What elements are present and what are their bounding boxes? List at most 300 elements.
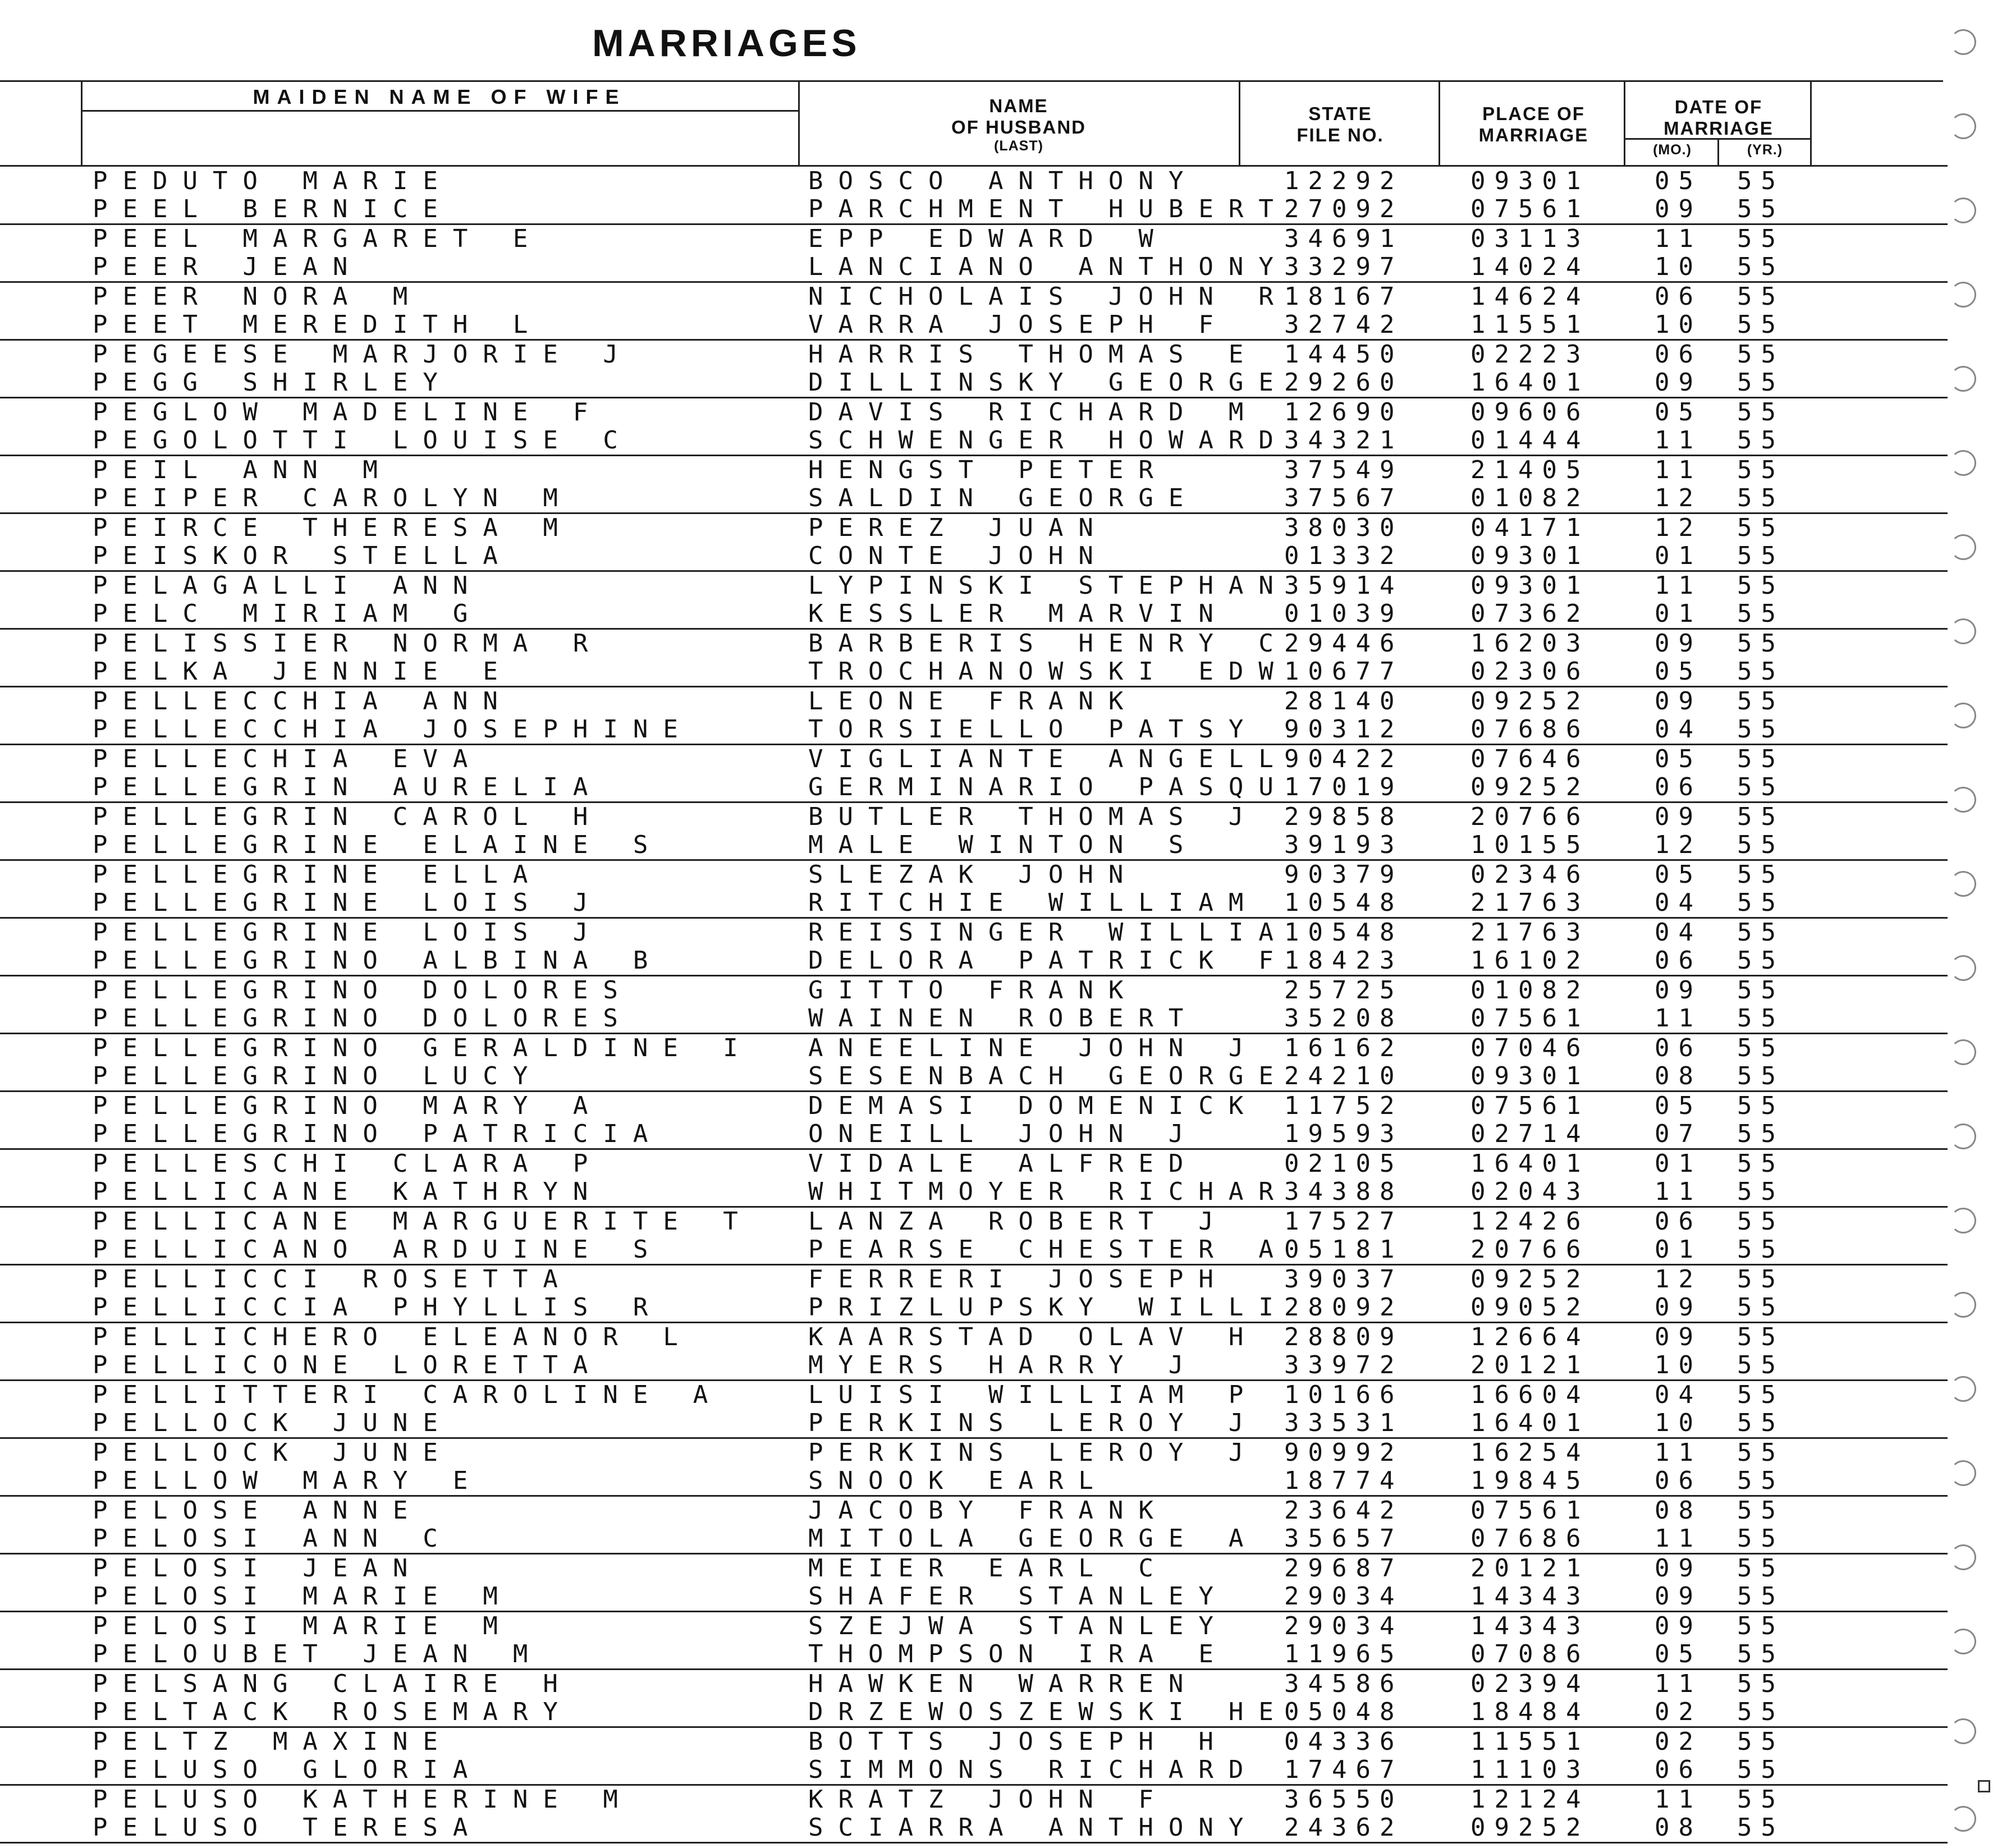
cell-mo: 05 (1655, 657, 1702, 686)
cell-husband: LYPINSKI STEPHAN (808, 571, 1289, 600)
table-row (0, 1698, 1948, 1726)
cell-yr: 55 (1737, 1409, 1785, 1437)
cell-file: 02105 (1284, 1149, 1404, 1178)
record-group (0, 1439, 1948, 1497)
cell-mo: 12 (1655, 831, 1702, 859)
cell-mo: 09 (1655, 368, 1702, 397)
header-divider (81, 82, 83, 165)
table-row (0, 1208, 1948, 1236)
cell-place: 02346 (1470, 860, 1590, 889)
binder-hole-icon (1950, 1544, 1976, 1570)
record-group (0, 1670, 1948, 1728)
cell-mo: 12 (1655, 1265, 1702, 1294)
cell-husband: DEMASI DOMENICK (808, 1092, 1259, 1120)
cell-mo: 09 (1655, 1554, 1702, 1583)
table-row (0, 803, 1948, 831)
cell-mo: 08 (1655, 1813, 1702, 1842)
cell-file: 37549 (1284, 456, 1404, 484)
cell-mo: 06 (1655, 1466, 1702, 1495)
cell-mo: 11 (1655, 426, 1702, 455)
cell-yr: 55 (1737, 1612, 1785, 1640)
cell-yr: 55 (1737, 456, 1785, 484)
record-group (0, 1728, 1948, 1786)
cell-place: 20121 (1470, 1351, 1590, 1379)
cell-husband: PEREZ JUAN (808, 513, 1108, 542)
cell-yr: 55 (1737, 860, 1785, 889)
table-row (0, 1497, 1948, 1525)
binder-hole-icon (1950, 1292, 1976, 1318)
cell-wife: PELOSI MARIE M (93, 1612, 513, 1640)
cell-yr: 55 (1737, 195, 1785, 223)
cell-wife: PELLEGRIN CAROL H (93, 803, 603, 831)
cell-file: 24362 (1284, 1813, 1404, 1842)
cell-file: 35657 (1284, 1524, 1404, 1553)
cell-place: 20766 (1470, 803, 1590, 831)
cell-mo: 11 (1655, 571, 1702, 600)
table-row (0, 341, 1948, 369)
cell-place: 11551 (1470, 1727, 1590, 1756)
cell-wife: PELLICHERO ELEANOR L (93, 1323, 693, 1351)
cell-mo: 11 (1655, 1177, 1702, 1206)
binder-hole-icon (1950, 618, 1976, 644)
cell-wife: PEGG SHIRLEY (93, 368, 453, 397)
record-group (0, 1554, 1948, 1612)
cell-place: 07561 (1470, 195, 1590, 223)
cell-place: 16254 (1470, 1438, 1590, 1467)
cell-wife: PEET MEREDITH L (93, 310, 543, 339)
cell-place: 09301 (1470, 542, 1590, 570)
record-group (0, 1323, 1948, 1381)
cell-mo: 01 (1655, 599, 1702, 628)
cell-yr: 55 (1737, 1785, 1785, 1814)
table-row (0, 311, 1948, 339)
cell-wife: PELLITTERI CAROLINE A (93, 1381, 723, 1409)
cell-yr: 55 (1737, 1438, 1785, 1467)
cell-file: 33531 (1284, 1409, 1404, 1437)
cell-place: 18484 (1470, 1698, 1590, 1726)
cell-yr: 55 (1737, 1034, 1785, 1062)
record-group (0, 1265, 1948, 1323)
table-row (0, 1612, 1948, 1640)
table-row (0, 283, 1948, 311)
cell-yr: 55 (1737, 1813, 1785, 1842)
table-row (0, 1467, 1948, 1495)
cell-yr: 55 (1737, 629, 1785, 658)
cell-mo: 05 (1655, 398, 1702, 427)
cell-husband: REISINGER WILLIA (808, 918, 1289, 947)
cell-place: 20766 (1470, 1235, 1590, 1264)
cell-yr: 55 (1737, 1524, 1785, 1553)
cell-husband: BARBERIS HENRY C (808, 629, 1289, 658)
cell-place: 07646 (1470, 745, 1590, 773)
table-row (0, 1728, 1948, 1756)
table-row (0, 1409, 1948, 1437)
record-group (0, 1612, 1948, 1670)
binder-hole-icon (1950, 113, 1976, 139)
cell-place: 07561 (1470, 1496, 1590, 1525)
cell-place: 16401 (1470, 1149, 1590, 1178)
cell-file: 04336 (1284, 1727, 1404, 1756)
table-row (0, 1005, 1948, 1033)
cell-husband: GITTO FRANK (808, 976, 1139, 1005)
cell-place: 12124 (1470, 1785, 1590, 1814)
cell-mo: 06 (1655, 1034, 1702, 1062)
table-row (0, 1439, 1948, 1467)
cell-wife: PEEL MARGARET E (93, 224, 543, 253)
table-row (0, 1525, 1948, 1553)
cell-wife: PELLEGRINO LUCY (93, 1062, 543, 1090)
cell-wife: PELLOCK JUNE (93, 1438, 453, 1467)
cell-wife: PELC MIRIAM G (93, 599, 483, 628)
cell-yr: 55 (1737, 918, 1785, 947)
cell-file: 17019 (1284, 773, 1404, 801)
cell-place: 03113 (1470, 224, 1590, 253)
cell-mo: 09 (1655, 1293, 1702, 1322)
cell-husband: SIMMONS RICHARD (808, 1755, 1259, 1784)
cell-yr: 55 (1737, 1062, 1785, 1090)
cell-wife: PELOSI ANN C (93, 1524, 453, 1553)
cell-place: 14024 (1470, 253, 1590, 281)
cell-file: 33297 (1284, 253, 1404, 281)
cell-mo: 06 (1655, 1755, 1702, 1784)
cell-wife: PEIRCE THERESA M (93, 513, 573, 542)
cell-husband: LANZA ROBERT J (808, 1207, 1229, 1236)
cell-place: 09301 (1470, 571, 1590, 600)
cell-wife: PELISSIER NORMA R (93, 629, 603, 658)
cell-wife: PELKA JENNIE E (93, 657, 513, 686)
cell-wife: PEIL ANN M (93, 456, 393, 484)
cell-file: 10166 (1284, 1381, 1404, 1409)
cell-wife: PELSANG CLAIRE H (93, 1670, 573, 1698)
cell-mo: 10 (1655, 310, 1702, 339)
cell-wife: PELUSO GLORIA (93, 1755, 483, 1784)
cell-mo: 11 (1655, 456, 1702, 484)
cell-yr: 55 (1737, 888, 1785, 917)
cell-wife: PEISKOR STELLA (93, 542, 513, 570)
cell-file: 38030 (1284, 513, 1404, 542)
table-row (0, 514, 1948, 542)
cell-mo: 09 (1655, 1612, 1702, 1640)
cell-yr: 55 (1737, 1092, 1785, 1120)
place-column-header (1442, 103, 1625, 146)
cell-husband: LUISI WILLIAM P (808, 1381, 1259, 1409)
table-row (0, 542, 1948, 570)
cell-husband: PERKINS LEROY J (808, 1438, 1259, 1467)
cell-wife: PEIPER CAROLYN M (93, 484, 573, 512)
cell-yr: 55 (1737, 1293, 1785, 1322)
cell-place: 02714 (1470, 1120, 1590, 1148)
cell-husband: ONEILL JOHN J (808, 1120, 1199, 1148)
cell-mo: 09 (1655, 1582, 1702, 1611)
cell-husband: MEIER EARL C (808, 1554, 1169, 1583)
cell-place: 21405 (1470, 456, 1590, 484)
cell-yr: 55 (1737, 831, 1785, 859)
cell-wife: PELLICANE KATHRYN (93, 1177, 603, 1206)
cell-yr: 55 (1737, 542, 1785, 570)
cell-yr: 55 (1737, 1207, 1785, 1236)
cell-mo: 09 (1655, 803, 1702, 831)
cell-yr: 55 (1737, 1323, 1785, 1351)
cell-wife: PELLECCHIA JOSEPHINE (93, 715, 693, 744)
cell-file: 29034 (1284, 1612, 1404, 1640)
cell-file: 12292 (1284, 167, 1404, 195)
cell-husband: SALDIN GEORGE (808, 484, 1199, 512)
record-group (0, 341, 1948, 398)
cell-mo: 10 (1655, 1409, 1702, 1437)
table-row (0, 658, 1948, 686)
cell-husband: VARRA JOSEPH F (808, 310, 1229, 339)
cell-wife: PEDUTO MARIE (93, 167, 453, 195)
cell-file: 29687 (1284, 1554, 1404, 1583)
page-title: MARRIAGES (592, 22, 861, 65)
cell-place: 09252 (1470, 687, 1590, 716)
cell-mo: 10 (1655, 253, 1702, 281)
cell-mo: 08 (1655, 1062, 1702, 1090)
cell-file: 90379 (1284, 860, 1404, 889)
cell-husband: VIDALE ALFRED (808, 1149, 1199, 1178)
cell-yr: 55 (1737, 1496, 1785, 1525)
binder-hole-icon (1950, 1039, 1976, 1065)
table-row (0, 687, 1948, 716)
table-row (0, 1265, 1948, 1294)
table-row (0, 167, 1948, 195)
cell-husband: LEONE FRANK (808, 687, 1139, 716)
cell-husband: SLEZAK JOHN (808, 860, 1139, 889)
cell-place: 14343 (1470, 1612, 1590, 1640)
cell-wife: PEGOLOTTI LOUISE C (93, 426, 633, 455)
cell-file: 35914 (1284, 571, 1404, 600)
cell-file: 28140 (1284, 687, 1404, 716)
cell-place: 16401 (1470, 1409, 1590, 1437)
cell-place: 09606 (1470, 398, 1590, 427)
cell-wife: PELLEGRINO ALBINA B (93, 946, 663, 975)
cell-husband: VIGLIANTE ANGELL (808, 745, 1289, 773)
record-group (0, 167, 1948, 225)
cell-file: 37567 (1284, 484, 1404, 512)
cell-mo: 06 (1655, 340, 1702, 369)
date-header-line: DATE OF (1674, 97, 1763, 117)
cell-place: 11551 (1470, 310, 1590, 339)
cell-husband: RITCHIE WILLIAM (808, 888, 1259, 917)
cell-file: 01332 (1284, 542, 1404, 570)
cell-file: 19593 (1284, 1120, 1404, 1148)
cell-place: 09301 (1470, 167, 1590, 195)
cell-husband: CONTE JOHN (808, 542, 1108, 570)
cell-husband: BUTLER THOMAS J (808, 803, 1259, 831)
cell-yr: 55 (1737, 745, 1785, 773)
record-group (0, 745, 1948, 803)
cell-yr: 55 (1737, 803, 1785, 831)
cell-wife: PELLEGRINO MARY A (93, 1092, 603, 1120)
binder-hole-icon (1950, 198, 1976, 223)
cell-place: 04171 (1470, 513, 1590, 542)
cell-yr: 55 (1737, 513, 1785, 542)
table-row (0, 1554, 1948, 1583)
table-row (0, 1670, 1948, 1698)
table-row (0, 1092, 1948, 1120)
cell-wife: PEGEESE MARJORIE J (93, 340, 633, 369)
cell-mo: 11 (1655, 1670, 1702, 1698)
cell-place: 21763 (1470, 888, 1590, 917)
cell-mo: 09 (1655, 195, 1702, 223)
cell-yr: 55 (1737, 1670, 1785, 1698)
cell-file: 12690 (1284, 398, 1404, 427)
husband-column-header (800, 95, 1238, 154)
binder-hole-icon (1950, 534, 1976, 560)
cell-place: 01444 (1470, 426, 1590, 455)
binder-hole-icon (1950, 450, 1976, 476)
table-row (0, 1062, 1948, 1090)
cell-wife: PELLICCIA PHYLLIS R (93, 1293, 663, 1322)
table-row (0, 1583, 1948, 1611)
cell-yr: 55 (1737, 253, 1785, 281)
cell-file: 34321 (1284, 426, 1404, 455)
cell-husband: BOSCO ANTHONY (808, 167, 1199, 195)
cell-place: 02394 (1470, 1670, 1590, 1698)
husband-header-line: (LAST) (994, 137, 1043, 154)
table-row (0, 398, 1948, 427)
cell-place: 19845 (1470, 1466, 1590, 1495)
cell-husband: SCIARRA ANTHONY (808, 1813, 1259, 1842)
cell-mo: 05 (1655, 1640, 1702, 1668)
cell-wife: PELLEGRINO PATRICIA (93, 1120, 663, 1148)
cell-yr: 55 (1737, 657, 1785, 686)
cell-yr: 55 (1737, 1582, 1785, 1611)
table-row (0, 1756, 1948, 1784)
cell-place: 11103 (1470, 1755, 1590, 1784)
cell-file: 18423 (1284, 946, 1404, 975)
cell-mo: 11 (1655, 1524, 1702, 1553)
cell-mo: 08 (1655, 1496, 1702, 1525)
cell-wife: PELUSO KATHERINE M (93, 1785, 633, 1814)
cell-place: 14624 (1470, 282, 1590, 311)
cell-wife: PEGLOW MADELINE F (93, 398, 603, 427)
cell-wife: PELLESCHI CLARA P (93, 1149, 603, 1178)
table-row (0, 484, 1948, 512)
cell-file: 10548 (1284, 888, 1404, 917)
cell-wife: PEER NORA M (93, 282, 423, 311)
record-group (0, 1786, 1948, 1844)
month-column-header: (MO.) (1653, 142, 1692, 158)
table-row (0, 1323, 1948, 1351)
cell-file: 90422 (1284, 745, 1404, 773)
binder-hole-icon (1950, 29, 1976, 55)
cell-place: 07046 (1470, 1034, 1590, 1062)
cell-yr: 55 (1737, 571, 1785, 600)
cell-mo: 06 (1655, 946, 1702, 975)
cell-husband: KAARSTAD OLAV H (808, 1323, 1259, 1351)
cell-husband: SESENBACH GEORGE (808, 1062, 1289, 1090)
cell-husband: PERKINS LEROY J (808, 1409, 1259, 1437)
header-divider (1239, 82, 1240, 165)
cell-yr: 55 (1737, 773, 1785, 801)
cell-wife: PELAGALLI ANN (93, 571, 483, 600)
cell-wife: PELLEGRINE ELLA (93, 860, 543, 889)
cell-mo: 04 (1655, 888, 1702, 917)
records-table (0, 167, 1948, 1844)
cell-yr: 55 (1737, 1727, 1785, 1756)
cell-husband: PEARSE CHESTER A (808, 1235, 1289, 1264)
record-group (0, 803, 1948, 861)
binder-hole-icon (1950, 955, 1976, 981)
cell-file: 33972 (1284, 1351, 1404, 1379)
table-row (0, 976, 1948, 1005)
place-header-line: MARRIAGE (1478, 124, 1589, 145)
binder-hole-icon (1950, 1376, 1976, 1402)
table-row (0, 1294, 1948, 1322)
cell-file: 90312 (1284, 715, 1404, 744)
cell-husband: BOTTS JOSEPH H (808, 1727, 1229, 1756)
cell-place: 02306 (1470, 657, 1590, 686)
file-header-line: FILE NO. (1297, 124, 1384, 145)
cell-mo: 05 (1655, 167, 1702, 195)
cell-file: 27092 (1284, 195, 1404, 223)
cell-yr: 55 (1737, 1466, 1785, 1495)
cell-place: 21763 (1470, 918, 1590, 947)
table-row (0, 889, 1948, 917)
cell-mo: 06 (1655, 282, 1702, 311)
cell-file: 23642 (1284, 1496, 1404, 1525)
cell-yr: 55 (1737, 340, 1785, 369)
cell-wife: PELLEGRINE LOIS J (93, 918, 603, 947)
record-group (0, 572, 1948, 630)
table-row (0, 1814, 1948, 1842)
binder-hole-icon (1950, 1460, 1976, 1486)
cell-file: 16162 (1284, 1034, 1404, 1062)
binder-hole-icon (1950, 1208, 1976, 1233)
cell-place: 09252 (1470, 1813, 1590, 1842)
wife-header-rule (82, 110, 799, 112)
cell-place: 12664 (1470, 1323, 1590, 1351)
cell-mo: 01 (1655, 1235, 1702, 1264)
cell-file: 34388 (1284, 1177, 1404, 1206)
cell-wife: PELLICANO ARDUINE S (93, 1235, 663, 1264)
cell-mo: 09 (1655, 976, 1702, 1005)
cell-husband: MALE WINTON S (808, 831, 1199, 859)
cell-husband: DAVIS RICHARD M (808, 398, 1259, 427)
cell-file: 29034 (1284, 1582, 1404, 1611)
record-group (0, 861, 1948, 919)
cell-file: 10677 (1284, 657, 1404, 686)
cell-husband: MITOLA GEORGE A (808, 1524, 1259, 1553)
cell-wife: PELLEGRIN AURELIA (93, 773, 603, 801)
cell-file: 90992 (1284, 1438, 1404, 1467)
cell-file: 18167 (1284, 282, 1404, 311)
table-row (0, 716, 1948, 744)
table-row (0, 369, 1948, 397)
cell-file: 35208 (1284, 1004, 1404, 1033)
cell-husband: HAWKEN WARREN (808, 1670, 1199, 1698)
cell-mo: 01 (1655, 542, 1702, 570)
cell-file: 32742 (1284, 310, 1404, 339)
cell-yr: 55 (1737, 1755, 1785, 1784)
cell-file: 17467 (1284, 1755, 1404, 1784)
cell-husband: SZEJWA STANLEY (808, 1612, 1229, 1640)
cell-file: 28809 (1284, 1323, 1404, 1351)
husband-header-line: NAME (989, 95, 1048, 116)
cell-wife: PELLECHIA EVA (93, 745, 483, 773)
cell-husband: PARCHMENT HUBERT (808, 195, 1289, 223)
cell-husband: TROCHANOWSKI EDW (808, 657, 1289, 686)
header-top-rule (0, 80, 1943, 82)
cell-wife: PELLOW MARY E (93, 1466, 483, 1495)
cell-wife: PELLOCK JUNE (93, 1409, 453, 1437)
table-row (0, 1786, 1948, 1814)
cell-husband: HENGST PETER (808, 456, 1169, 484)
cell-wife: PELLEGRINO GERALDINE I (93, 1034, 753, 1062)
cell-mo: 06 (1655, 1207, 1702, 1236)
cell-mo: 04 (1655, 918, 1702, 947)
